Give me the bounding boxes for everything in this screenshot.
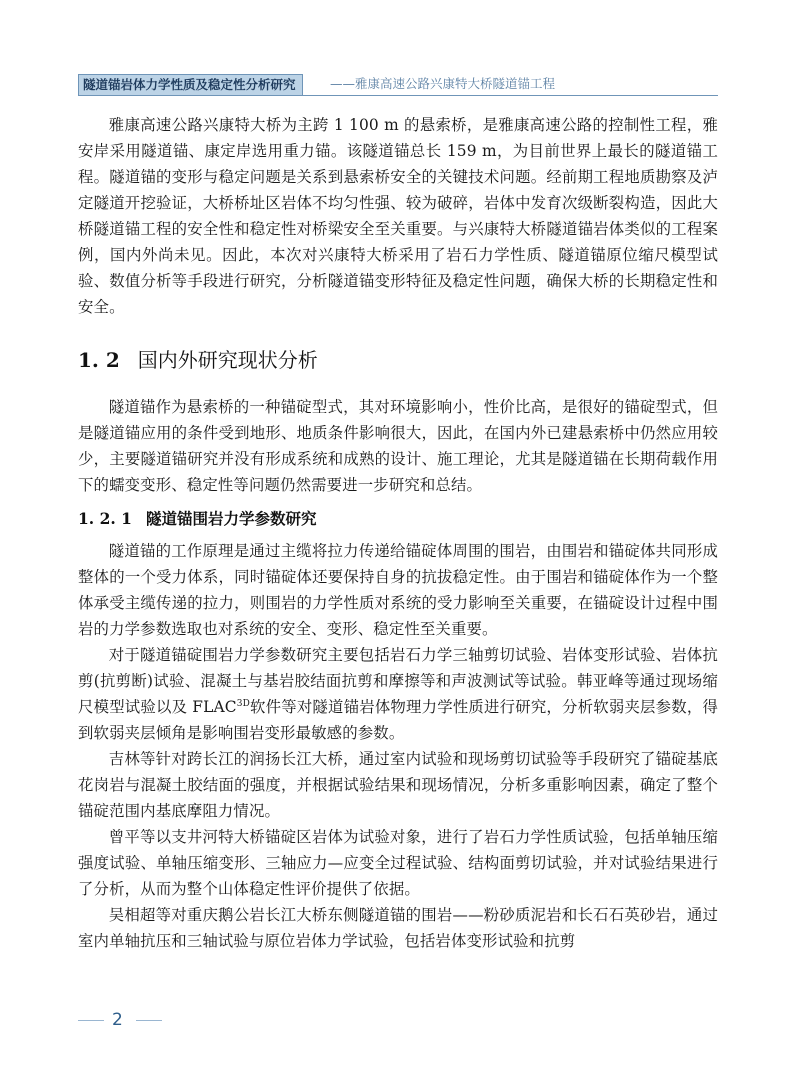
footer-dash-right: [136, 1020, 162, 1021]
paragraph-2-flac-post: 软件等对隧道锚岩体物理力学性质进行研究，分析软弱夹层参数，得到软弱夹层倾角是影响围岩变形最敏感的参数。: [78, 698, 718, 742]
subsection-title: 隧道锚围岩力学参数研究: [145, 510, 317, 528]
section-number: 1. 2: [78, 348, 120, 372]
subsection-number: 1. 2. 1: [78, 509, 132, 528]
footer-dash-left: [78, 1020, 104, 1021]
subsection-paragraph-2: [78, 642, 718, 746]
header-subtitle: ——雅康高速公路兴康特大桥隧道锚工程: [330, 76, 556, 91]
intro-paragraph: 雅康高速公路兴康特大桥为主跨 1 100 m 的悬索桥，是雅康高速公路的控制性工程，雅安岸采用隧道锚、康定岸选用重力锚。该隧道锚总长 159 m，为目前世界上最长的隧道锚工程。隧道锚的变形与稳定问题是关系到悬索桥安全的关键技术问题。经前期工程地质勘察及泸定隧道开挖验证，大桥桥址区岩体不均匀性强、较为破碎，岩体中发育次级断裂构造，因此大桥隧道锚工程的安全性和稳定性对桥梁安全至关重要。与兴康特大桥隧道锚岩体类似的工程案例，国内外尚未见。因此，本次对兴康特大桥采用了岩石力学性质、隧道锚原位缩尺模型试验、数值分析等手段进行研究，分析隧道锚变形特征及稳定性问题，确保大桥的长期稳定性和安全。: [78, 116, 718, 316]
paragraph-2-flac-pre: 韩亚峰等通过现场缩尺模型试验以及 FLAC: [78, 672, 718, 716]
page-number: 2: [112, 1010, 123, 1030]
subsection-paragraph-4: 曾平等以支井河特大桥锚碇区岩体为试验对象，进行了岩石力学性质试验，包括单轴压缩强度试验、单轴压缩变形、三轴应力—应变全过程试验、结构面剪切试验，并对试验结果进行了分析，从而为整个山体稳定性评价提供了依据。: [78, 828, 718, 898]
paragraph-2-flac-sup: 3D: [236, 698, 250, 709]
section-title: 国内外研究现状分析: [137, 348, 318, 372]
subsection-paragraph-3: 吉林等针对跨长江的润扬长江大桥，通过室内试验和现场剪切试验等手段研究了锚碇基底花岗岩与混凝土胶结面的强度，并根据试验结果和现场情况，分析多重影响因素，确定了整个锚碇范围内基底摩阻力情况。: [78, 750, 718, 820]
page-footer: [78, 1008, 198, 1032]
section-paragraph: 隧道锚作为悬索桥的一种锚碇型式，其对环境影响小，性价比高，是很好的锚碇型式，但是隧道锚应用的条件受到地形、地质条件影响很大，因此，在国内外已建悬索桥中仍然应用较少，主要隧道锚研究并没有形成系统和成熟的设计、施工理论，尤其是隧道锚在长期荷载作用下的蠕变变形、稳定性等问题仍然需要进一步研究和总结。: [78, 398, 718, 494]
paragraph-2-text: 对于隧道锚碇围岩力学参数研究主要包括岩石力学三轴剪切试验、岩体变形试验、岩体抗剪(抗剪断)试验、混凝土与基岩胶结面抗剪和摩擦等和声波测试等试验。: [78, 646, 718, 690]
subsection-paragraph-1: 隧道锚的工作原理是通过主缆将拉力传递给锚碇体周围的围岩，由围岩和锚碇体共同形成整体的一个受力体系，同时锚碇体还要保持自身的抗拔稳定性。由于围岩和锚碇体作为一个整体承受主缆传递的拉力，则围岩的力学性质对系统的受力影响至关重要，在锚碇设计过程中围岩的力学参数选取也对系统的安全、变形、稳定性至关重要。: [78, 542, 718, 638]
header-book-title: 隧道锚岩体力学性质及稳定性分析研究: [78, 74, 303, 96]
header-rule: [78, 95, 718, 96]
page-body: [78, 112, 718, 954]
running-header: [78, 74, 718, 96]
subsection-paragraph-5: 吴相超等对重庆鹅公岩长江大桥东侧隧道锚的围岩——粉砂质泥岩和长石石英砂岩，通过室内单轴抗压和三轴试验与原位岩体力学试验，包括岩体变形试验和抗剪: [78, 906, 718, 950]
subsection-heading: [78, 506, 718, 532]
section-heading: [78, 346, 718, 374]
